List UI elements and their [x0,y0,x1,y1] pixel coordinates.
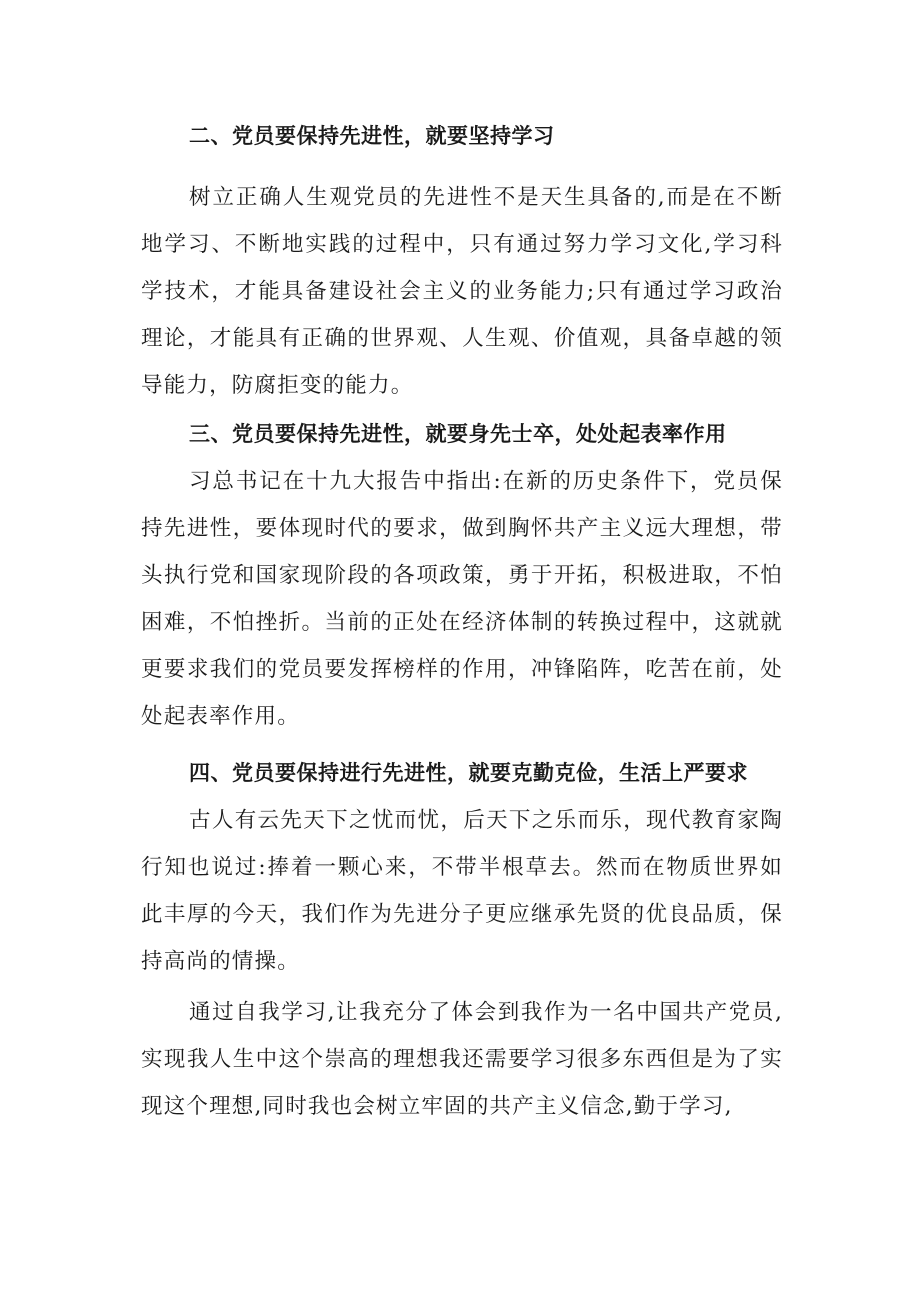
closing-paragraph: 通过自我学习,让我充分了体会到我作为一名中国共产党员,实现我人生中这个崇高的理想我还需要学习很多东西但是为了实现这个理想,同时我也会树立牢固的共产主义信念,勤于学习, [141,1000,783,1119]
section-paragraph-3: 习总书记在十九大报告中指出:在新的历史条件下，党员保持先进性，要体现时代的要求，做到胸怀共产主义远大理想，带头执行党和国家现阶段的各项政策，勇于开拓，积极进取，不怕困难，不怕挫折。当前的正处在经济体制的转换过程中，这就就更要求我们的党员要发挥榜样的作用，冲锋陷阵，吃苦在前，处处起表率作用。 [141,469,783,729]
section-paragraph-4: 古人有云先天下之忧而忧，后天下之乐而乐，现代教育家陶行知也说过:捧着一颗心来，不带半根草去。然而在物质世界如此丰厚的今天，我们作为先进分子更应继承先贤的优良品质，保持高尚的情操。 [141,808,783,974]
section-heading-2: 二、党员要保持先进性，就要坚持学习 [189,124,555,148]
section-paragraph-2: 树立正确人生观党员的先进性不是天生具备的,而是在不断地学习、不断地实践的过程中，只有通过努力学习文化,学习科学技术，才能具备建设社会主义的业务能力;只有通过学习政治理论，才能具有正确的世界观、人生观、价值观，具备卓越的领导能力，防腐拒变的能力。 [141,185,783,398]
document-body [141,113,783,1130]
section-heading-4: 四、党员要保持进行先进性，就要克勤克俭，生活上严要求 [189,761,748,785]
section-heading-3: 三、党员要保持先进性，就要身先士卒，处处起表率作用 [189,422,727,446]
